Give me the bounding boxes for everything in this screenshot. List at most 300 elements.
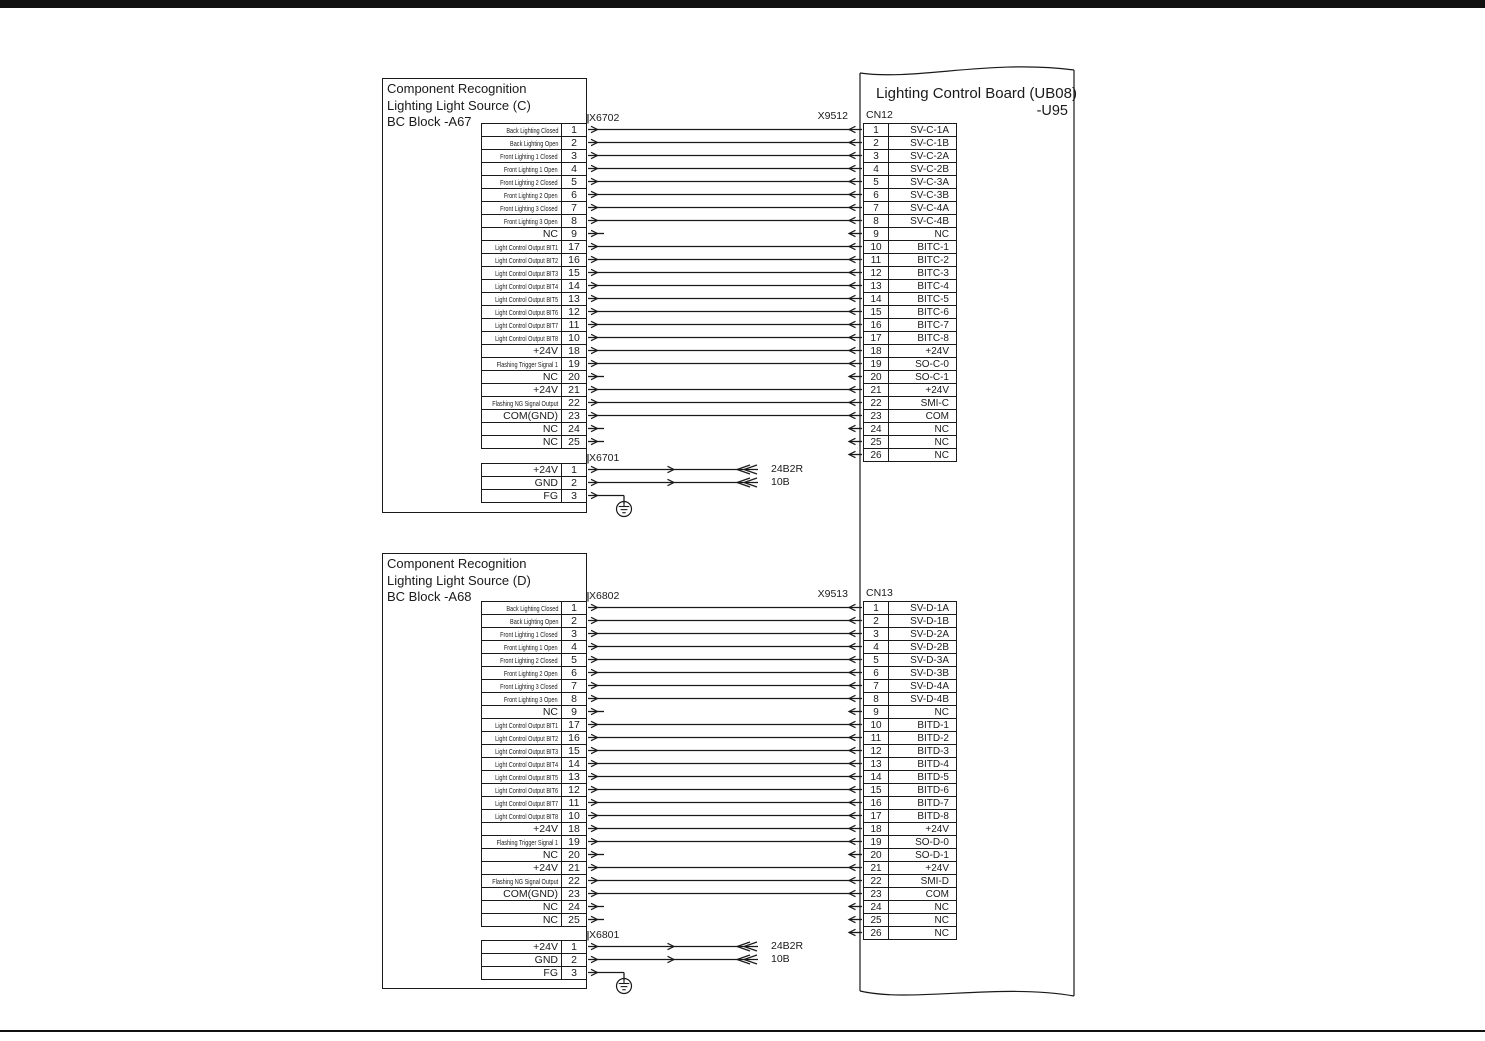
- board-pin-row: [863, 692, 957, 706]
- signal-name-cell: [482, 345, 562, 357]
- pin-number-cell: 13: [568, 771, 580, 783]
- signal-row: [481, 240, 587, 254]
- pin-number-cell: 9: [571, 706, 577, 718]
- signal-row: [481, 409, 587, 423]
- signal-name: COM(GND): [503, 888, 558, 900]
- board-signal-cell: NC: [934, 423, 949, 435]
- signal-name: Flashing NG Signal Output: [491, 398, 558, 408]
- signal-row: [481, 279, 587, 293]
- board-pin-row: [863, 292, 957, 306]
- signal-row: [481, 227, 587, 241]
- signal-name-cell: [482, 758, 562, 770]
- pin-number-cell: 6: [864, 189, 889, 201]
- signal-name-cell: [482, 875, 562, 887]
- pin-number-cell: 9: [864, 706, 889, 718]
- signal-name-cell: [482, 719, 562, 731]
- pin-number-cell: 15: [568, 745, 580, 757]
- pin-number-cell: 4: [571, 641, 577, 653]
- board-pin-row: [863, 422, 957, 436]
- board-signal-cell: BITC-5: [917, 293, 949, 305]
- pin-number-cell: 12: [864, 745, 889, 757]
- board-signal-cell: BITC-2: [917, 254, 949, 266]
- board-signal-cell: BITC-8: [917, 332, 949, 344]
- board-pin-row: [863, 370, 957, 384]
- pin-number-cell: 17: [864, 332, 889, 344]
- pin-number-cell: 24: [864, 901, 889, 913]
- signal-name: NC: [542, 423, 558, 435]
- pin-number-cell: 19: [568, 358, 580, 370]
- signal-row: [481, 149, 587, 163]
- pin-number-cell: 15: [864, 784, 889, 796]
- signal-name: Front Lighting 2 Closed: [500, 655, 558, 665]
- board-signal-cell: BITD-7: [917, 797, 949, 809]
- signal-name-cell: [482, 137, 562, 149]
- pin-number-cell: 10: [864, 241, 889, 253]
- signal-name-cell: [482, 176, 562, 188]
- power-row: [481, 940, 587, 954]
- signal-row: [481, 744, 587, 758]
- power-row: [481, 953, 587, 967]
- board-signal-cell: SV-C-4B: [910, 215, 949, 227]
- signal-name: Light Control Output BIT8: [495, 811, 558, 821]
- board-pin-row: [863, 162, 957, 176]
- signal-name-cell: [482, 293, 562, 305]
- signal-name-cell: [482, 423, 562, 435]
- signal-name-cell: [482, 280, 562, 292]
- signal-row: [481, 162, 587, 176]
- pin-number-cell: 8: [864, 693, 889, 705]
- signal-row: [481, 705, 587, 719]
- board-designator: -U95: [1036, 103, 1068, 119]
- title-line: Component Recognition: [387, 81, 527, 96]
- board-pin-row: [863, 718, 957, 732]
- signal-name: Front Lighting 1 Open: [504, 164, 558, 174]
- signal-name: Front Lighting 1 Open: [504, 642, 558, 652]
- board-pin-row: [863, 601, 957, 615]
- signal-row: [481, 370, 587, 384]
- signal-name: Front Lighting 2 Closed: [500, 177, 558, 187]
- pin-number-cell: 15: [864, 306, 889, 318]
- pin-number-cell: 5: [864, 176, 889, 188]
- pin-number-cell: 21: [568, 862, 580, 874]
- signal-name-cell: [482, 667, 562, 679]
- signal-row: [481, 913, 587, 927]
- pin-number-cell: 2: [864, 137, 889, 149]
- signal-name: Light Control Output BIT4: [495, 281, 558, 291]
- pin-number-cell: 6: [571, 189, 577, 201]
- board-signal-cell: NC: [934, 706, 949, 718]
- signal-name-cell: [482, 615, 562, 627]
- pin-number-cell: 24: [568, 423, 580, 435]
- signal-name: Back Lighting Open: [509, 138, 558, 148]
- pin-number-cell: 2: [571, 954, 577, 966]
- signal-row: [481, 601, 587, 615]
- signal-name: NC: [542, 436, 558, 448]
- signal-name: Light Control Output BIT6: [495, 785, 558, 795]
- pin-number-cell: 1: [864, 124, 889, 136]
- board-pin-row: [863, 201, 957, 215]
- wire-label: 24B2R: [771, 463, 804, 475]
- signal-row: [481, 175, 587, 189]
- signal-name: Light Control Output BIT3: [495, 746, 558, 756]
- signal-name: NC: [542, 849, 558, 861]
- board-pin-row: [863, 409, 957, 423]
- board-pin-row: [863, 770, 957, 784]
- signal-row: [481, 666, 587, 680]
- board-signal-cell: NC: [934, 436, 949, 448]
- signal-name-cell: [482, 654, 562, 666]
- board-pin-row: [863, 848, 957, 862]
- title-line: BC Block -A67: [387, 114, 472, 129]
- signal-name: Light Control Output BIT7: [495, 798, 558, 808]
- signal-name-cell: [482, 810, 562, 822]
- pin-number-cell: 18: [864, 345, 889, 357]
- signal-row: [481, 214, 587, 228]
- signal-name-cell: [482, 410, 562, 422]
- signal-name-cell: [482, 693, 562, 705]
- signal-row: [481, 201, 587, 215]
- board-signal-cell: SV-D-4A: [910, 680, 949, 692]
- board-pin-row: [863, 279, 957, 293]
- signal-row: [481, 653, 587, 667]
- signal-name-cell: [482, 914, 562, 926]
- signal-name: COM(GND): [503, 410, 558, 422]
- signal-row: [481, 331, 587, 345]
- signal-name-cell: [482, 784, 562, 796]
- signal-name-cell: [482, 371, 562, 383]
- pin-number-cell: 14: [568, 280, 580, 292]
- pin-number-cell: 7: [864, 680, 889, 692]
- board-signal-cell: NC: [934, 914, 949, 926]
- pin-number-cell: 2: [571, 137, 577, 149]
- pin-number-cell: 11: [568, 319, 580, 331]
- board-signal-cell: BITC-4: [917, 280, 949, 292]
- signal-name: NC: [542, 901, 558, 913]
- signal-name-cell: [482, 163, 562, 175]
- signal-name: Back Lighting Closed: [505, 603, 558, 613]
- connector-label-cn13: CN13: [866, 587, 893, 599]
- pin-number-cell: 13: [864, 758, 889, 770]
- pin-number-cell: 1: [571, 602, 577, 614]
- pin-number-cell: 11: [864, 254, 889, 266]
- power-signal-name: GND: [534, 954, 558, 966]
- pin-number-cell: 19: [568, 836, 580, 848]
- signal-name-cell: [482, 706, 562, 718]
- signal-row: [481, 861, 587, 875]
- pin-number-cell: 18: [568, 345, 580, 357]
- signal-name: Light Control Output BIT3: [495, 268, 558, 278]
- signal-name: Back Lighting Closed: [505, 125, 558, 135]
- board-pin-row: [863, 731, 957, 745]
- signal-name-cell: [482, 241, 562, 253]
- pin-number-cell: 18: [568, 823, 580, 835]
- board-signal-cell: BITD-6: [917, 784, 949, 796]
- signal-name: Light Control Output BIT1: [495, 720, 558, 730]
- pin-number-cell: 13: [568, 293, 580, 305]
- connector-label-x6801: X6801: [589, 929, 620, 941]
- board-pin-row: [863, 188, 957, 202]
- board-signal-cell: SV-D-2B: [910, 641, 949, 653]
- signal-name-cell: [482, 823, 562, 835]
- pin-number-cell: 8: [571, 693, 577, 705]
- pin-number-cell: 17: [864, 810, 889, 822]
- pin-number-cell: 12: [568, 306, 580, 318]
- pin-number-cell: 14: [864, 771, 889, 783]
- board-signal-cell: BITD-3: [917, 745, 949, 757]
- pin-number-cell: 20: [568, 371, 580, 383]
- board-signal-cell: SV-D-4B: [910, 693, 949, 705]
- power-signal-cell: [482, 941, 562, 953]
- pin-number-cell: 24: [864, 423, 889, 435]
- pin-number-cell: 6: [864, 667, 889, 679]
- pin-number-cell: 5: [571, 654, 577, 666]
- pin-number-cell: 25: [568, 914, 580, 926]
- board-pin-row: [863, 318, 957, 332]
- pin-number-cell: 2: [864, 615, 889, 627]
- signal-name-cell: [482, 641, 562, 653]
- board-signal-cell: BITC-6: [917, 306, 949, 318]
- signal-name-cell: [482, 849, 562, 861]
- signal-name-cell: [482, 771, 562, 783]
- pin-number-cell: 24: [568, 901, 580, 913]
- signal-row: [481, 396, 587, 410]
- pin-number-cell: 3: [571, 150, 577, 162]
- board-signal-cell: NC: [934, 901, 949, 913]
- pin-number-cell: 23: [568, 410, 580, 422]
- power-signal-name: +24V: [533, 941, 558, 953]
- power-signal-cell: [482, 477, 562, 489]
- pin-number-cell: 16: [568, 732, 580, 744]
- signal-name-cell: [482, 836, 562, 848]
- signal-name: Light Control Output BIT8: [495, 333, 558, 343]
- board-pin-row: [863, 214, 957, 228]
- board-pin-row: [863, 887, 957, 901]
- pin-number-cell: 13: [864, 280, 889, 292]
- board-signal-cell: SV-D-2A: [910, 628, 949, 640]
- board-signal-cell: SMI-D: [920, 875, 949, 887]
- signal-row: [481, 822, 587, 836]
- pin-number-cell: 8: [864, 215, 889, 227]
- pin-number-cell: 10: [864, 719, 889, 731]
- signal-name: Front Lighting 3 Closed: [500, 681, 558, 691]
- board-signal-cell: BITD-4: [917, 758, 949, 770]
- board-signal-cell: SV-C-2A: [910, 150, 949, 162]
- signal-name-cell: [482, 888, 562, 900]
- signal-name-cell: [482, 602, 562, 614]
- board-pin-row: [863, 614, 957, 628]
- board-signal-cell: COM: [925, 410, 949, 422]
- signal-name-cell: [482, 228, 562, 240]
- pin-number-cell: 4: [864, 163, 889, 175]
- pin-number-cell: 22: [864, 875, 889, 887]
- signal-name: Light Control Output BIT2: [495, 733, 558, 743]
- board-pin-row: [863, 913, 957, 927]
- board-pin-row: [863, 123, 957, 137]
- board-signal-cell: SV-C-1A: [910, 124, 949, 136]
- board-pin-row: [863, 305, 957, 319]
- board-pin-row: [863, 900, 957, 914]
- board-signal-cell: SV-D-3A: [910, 654, 949, 666]
- board-signal-cell: BITD-5: [917, 771, 949, 783]
- board-pin-row: [863, 705, 957, 719]
- signal-row: [481, 900, 587, 914]
- board-pin-row: [863, 757, 957, 771]
- power-signal-cell: [482, 967, 562, 979]
- signal-name: +24V: [533, 384, 558, 396]
- board-signal-cell: COM: [925, 888, 949, 900]
- pin-number-cell: 25: [864, 914, 889, 926]
- signal-name: +24V: [533, 862, 558, 874]
- pin-number-cell: 11: [568, 797, 580, 809]
- pin-number-cell: 26: [864, 449, 889, 461]
- signal-name-cell: [482, 150, 562, 162]
- pin-number-cell: 4: [571, 163, 577, 175]
- signal-row: [481, 383, 587, 397]
- board-pin-row: [863, 874, 957, 888]
- signal-row: [481, 874, 587, 888]
- signal-name: +24V: [533, 345, 558, 357]
- signal-row: [481, 136, 587, 150]
- board-pin-row: [863, 666, 957, 680]
- signal-name: NC: [542, 706, 558, 718]
- title-line: Lighting Light Source (D): [387, 572, 531, 588]
- board-pin-row: [863, 227, 957, 241]
- signal-row: [481, 731, 587, 745]
- signal-row: [481, 188, 587, 202]
- pin-number-cell: 17: [568, 241, 580, 253]
- signal-name-cell: [482, 332, 562, 344]
- board-signal-cell: SV-D-3B: [910, 667, 949, 679]
- pin-number-cell: 23: [864, 410, 889, 422]
- title-line: Component Recognition: [387, 556, 527, 571]
- pin-number-cell: 12: [864, 267, 889, 279]
- board-pin-row: [863, 640, 957, 654]
- signal-name-cell: [482, 267, 562, 279]
- signal-name: Front Lighting 3 Closed: [500, 203, 558, 213]
- signal-name-cell: [482, 862, 562, 874]
- signal-row: [481, 253, 587, 267]
- board-pin-row: [863, 926, 957, 940]
- board-signal-cell: NC: [934, 927, 949, 939]
- board-signal-cell: SO-D-0: [915, 836, 949, 848]
- pin-number-cell: 1: [571, 464, 577, 476]
- pin-number-cell: 21: [568, 384, 580, 396]
- pin-number-cell: 20: [864, 371, 889, 383]
- board-pin-row: [863, 331, 957, 345]
- pin-number-cell: 5: [571, 176, 577, 188]
- signal-name-cell: [482, 436, 562, 448]
- board-signal-cell: SV-C-2B: [910, 163, 949, 175]
- pin-number-cell: 20: [568, 849, 580, 861]
- power-signal-name: FG: [543, 967, 558, 979]
- board-signal-cell: NC: [934, 449, 949, 461]
- power-row: [481, 463, 587, 477]
- board-signal-cell: SO-C-1: [915, 371, 949, 383]
- signal-name-cell: [482, 384, 562, 396]
- signal-name-cell: [482, 797, 562, 809]
- pin-number-cell: 2: [571, 477, 577, 489]
- signal-row: [481, 835, 587, 849]
- signal-row: [481, 123, 587, 137]
- pin-number-cell: 10: [568, 810, 580, 822]
- title-line: BC Block -A68: [387, 589, 472, 604]
- pin-number-cell: 23: [568, 888, 580, 900]
- signal-name: Front Lighting 1 Closed: [500, 151, 558, 161]
- signal-name-cell: [482, 124, 562, 136]
- pin-number-cell: 6: [571, 667, 577, 679]
- pin-number-cell: 2: [571, 615, 577, 627]
- pin-number-cell: 16: [864, 797, 889, 809]
- signal-name: Front Lighting 3 Open: [504, 216, 558, 226]
- pin-number-cell: 14: [568, 758, 580, 770]
- board-pin-row: [863, 809, 957, 823]
- power-row: [481, 489, 587, 503]
- board-pin-row: [863, 344, 957, 358]
- signal-name-cell: [482, 189, 562, 201]
- wire-label: 24B2R: [771, 940, 804, 952]
- signal-name: Front Lighting 2 Open: [504, 190, 558, 200]
- signal-row: [481, 809, 587, 823]
- pin-number-cell: 25: [864, 436, 889, 448]
- board-pin-row: [863, 744, 957, 758]
- signal-row: [481, 627, 587, 641]
- pin-number-cell: 16: [864, 319, 889, 331]
- signal-name: NC: [542, 228, 558, 240]
- power-signal-cell: [482, 490, 562, 502]
- pin-number-cell: 3: [864, 150, 889, 162]
- power-row: [481, 966, 587, 980]
- signal-name: Front Lighting 1 Closed: [500, 629, 558, 639]
- board-signal-cell: SO-C-0: [915, 358, 949, 370]
- board-signal-cell: SV-C-3B: [910, 189, 949, 201]
- board-pin-row: [863, 357, 957, 371]
- signal-name: Light Control Output BIT2: [495, 255, 558, 265]
- power-signal-name: GND: [534, 477, 558, 489]
- board-signal-cell: BITD-1: [917, 719, 949, 731]
- signal-name: Light Control Output BIT4: [495, 759, 558, 769]
- signal-name-cell: [482, 202, 562, 214]
- pin-number-cell: 18: [864, 823, 889, 835]
- pin-number-cell: 17: [568, 719, 580, 731]
- board-signal-cell: BITC-7: [917, 319, 949, 331]
- board-pin-row: [863, 175, 957, 189]
- board-pin-row: [863, 822, 957, 836]
- signal-name: Light Control Output BIT6: [495, 307, 558, 317]
- signal-row: [481, 435, 587, 449]
- connector-label-x6802: X6802: [589, 590, 620, 602]
- signal-name: Flashing Trigger Signal 1: [496, 359, 558, 369]
- pin-number-cell: 22: [568, 397, 580, 409]
- board-signal-cell: SV-C-3A: [910, 176, 949, 188]
- pin-number-cell: 16: [568, 254, 580, 266]
- pin-number-cell: 8: [571, 215, 577, 227]
- signal-name: NC: [542, 914, 558, 926]
- board-signal-cell: +24V: [925, 345, 949, 357]
- board-pin-row: [863, 396, 957, 410]
- board-pin-row: [863, 149, 957, 163]
- pin-number-cell: 22: [568, 875, 580, 887]
- pin-number-cell: 10: [568, 332, 580, 344]
- signal-name: Light Control Output BIT5: [495, 294, 558, 304]
- signal-row: [481, 783, 587, 797]
- board-pin-row: [863, 253, 957, 267]
- power-row: [481, 476, 587, 490]
- pin-number-cell: 9: [864, 228, 889, 240]
- signal-row: [481, 679, 587, 693]
- board-signal-cell: +24V: [925, 862, 949, 874]
- signal-name-cell: [482, 319, 562, 331]
- board-pin-row: [863, 136, 957, 150]
